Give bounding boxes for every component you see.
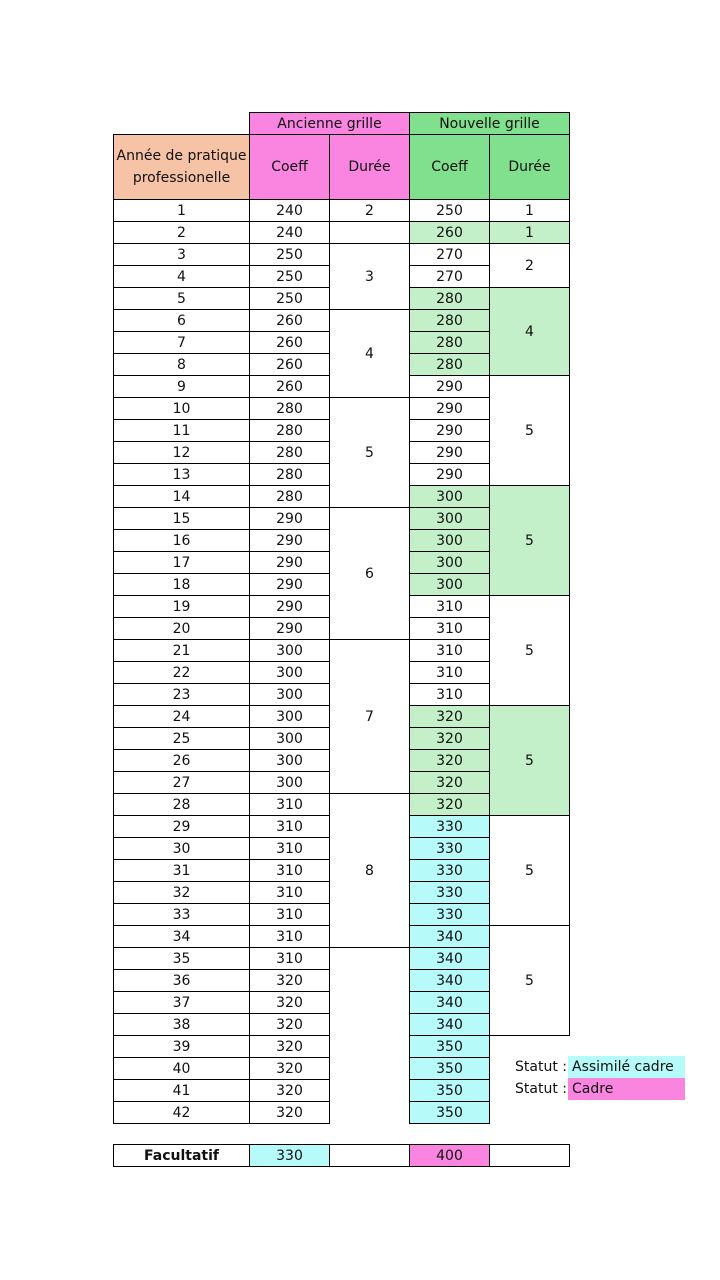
row-annee: 14 xyxy=(113,485,250,508)
row-old-coeff: 310 xyxy=(249,859,330,882)
row-new-coeff: 350 xyxy=(409,1057,490,1080)
row-old-coeff: 320 xyxy=(249,969,330,992)
row-annee: 4 xyxy=(113,265,250,288)
new-duree-cell: 5 xyxy=(489,815,570,926)
row-new-coeff: 320 xyxy=(409,705,490,728)
header-annee: Année de pratique professionelle xyxy=(113,134,250,200)
row-old-coeff: 250 xyxy=(249,243,330,266)
old-duree-cell: 5 xyxy=(329,397,410,508)
row-annee: 18 xyxy=(113,573,250,596)
old-duree-cell: 4 xyxy=(329,309,410,398)
row-old-coeff: 310 xyxy=(249,925,330,948)
row-annee: 7 xyxy=(113,331,250,354)
row-annee: 3 xyxy=(113,243,250,266)
row-annee: 17 xyxy=(113,551,250,574)
row-old-coeff: 280 xyxy=(249,419,330,442)
new-duree-cell: 5 xyxy=(489,375,570,486)
row-annee: 25 xyxy=(113,727,250,750)
row-annee: 29 xyxy=(113,815,250,838)
legend-label-assimile: Statut : xyxy=(515,1059,567,1075)
new-duree-cell: 1 xyxy=(489,199,570,222)
row-new-coeff: 320 xyxy=(409,771,490,794)
row-new-coeff: 310 xyxy=(409,595,490,618)
row-old-coeff: 320 xyxy=(249,1079,330,1102)
row-old-coeff: 320 xyxy=(249,1101,330,1124)
row-old-coeff: 310 xyxy=(249,947,330,970)
row-new-coeff: 310 xyxy=(409,639,490,662)
header-old-duree: Durée xyxy=(329,134,410,200)
row-old-coeff: 320 xyxy=(249,1057,330,1080)
header-new-coeff: Coeff xyxy=(409,134,490,200)
row-annee: 2 xyxy=(113,221,250,244)
row-old-coeff: 300 xyxy=(249,683,330,706)
row-annee: 19 xyxy=(113,595,250,618)
row-new-coeff: 270 xyxy=(409,243,490,266)
new-duree-cell: 2 xyxy=(489,243,570,288)
row-new-coeff: 280 xyxy=(409,331,490,354)
row-old-coeff: 260 xyxy=(249,375,330,398)
row-annee: 5 xyxy=(113,287,250,310)
row-new-coeff: 290 xyxy=(409,441,490,464)
row-new-coeff: 290 xyxy=(409,397,490,420)
row-new-coeff: 300 xyxy=(409,573,490,596)
row-old-coeff: 290 xyxy=(249,595,330,618)
row-old-coeff: 300 xyxy=(249,771,330,794)
row-new-coeff: 300 xyxy=(409,507,490,530)
row-new-coeff: 300 xyxy=(409,551,490,574)
old-duree-cell: 2 xyxy=(329,199,410,222)
row-new-coeff: 340 xyxy=(409,925,490,948)
facultatif-old-coeff: 330 xyxy=(249,1144,330,1167)
row-new-coeff: 350 xyxy=(409,1035,490,1058)
new-duree-cell: 5 xyxy=(489,705,570,816)
row-annee: 38 xyxy=(113,1013,250,1036)
row-annee: 21 xyxy=(113,639,250,662)
row-old-coeff: 240 xyxy=(249,221,330,244)
row-old-coeff: 300 xyxy=(249,749,330,772)
row-new-coeff: 350 xyxy=(409,1079,490,1102)
row-new-coeff: 320 xyxy=(409,793,490,816)
row-annee: 1 xyxy=(113,199,250,222)
row-old-coeff: 250 xyxy=(249,287,330,310)
row-new-coeff: 330 xyxy=(409,837,490,860)
row-new-coeff: 290 xyxy=(409,419,490,442)
row-new-coeff: 280 xyxy=(409,287,490,310)
row-annee: 16 xyxy=(113,529,250,552)
row-old-coeff: 290 xyxy=(249,573,330,596)
row-annee: 12 xyxy=(113,441,250,464)
row-old-coeff: 260 xyxy=(249,353,330,376)
header-ancienne-grille: Ancienne grille xyxy=(249,112,410,135)
row-new-coeff: 320 xyxy=(409,749,490,772)
header-old-coeff: Coeff xyxy=(249,134,330,200)
row-new-coeff: 300 xyxy=(409,485,490,508)
row-annee: 8 xyxy=(113,353,250,376)
row-new-coeff: 310 xyxy=(409,661,490,684)
row-new-coeff: 340 xyxy=(409,991,490,1014)
row-old-coeff: 320 xyxy=(249,991,330,1014)
new-duree-cell: 4 xyxy=(489,287,570,376)
row-old-coeff: 290 xyxy=(249,617,330,640)
row-annee: 13 xyxy=(113,463,250,486)
row-new-coeff: 330 xyxy=(409,859,490,882)
row-old-coeff: 280 xyxy=(249,397,330,420)
row-annee: 33 xyxy=(113,903,250,926)
old-duree-cell: 6 xyxy=(329,507,410,640)
facultatif-label: Facultatif xyxy=(113,1144,250,1167)
row-annee: 11 xyxy=(113,419,250,442)
row-old-coeff: 310 xyxy=(249,815,330,838)
row-new-coeff: 350 xyxy=(409,1101,490,1124)
row-new-coeff: 270 xyxy=(409,265,490,288)
row-old-coeff: 260 xyxy=(249,309,330,332)
facultatif-new-coeff: 400 xyxy=(409,1144,490,1167)
row-annee: 26 xyxy=(113,749,250,772)
row-annee: 24 xyxy=(113,705,250,728)
row-old-coeff: 260 xyxy=(249,331,330,354)
row-old-coeff: 320 xyxy=(249,1013,330,1036)
row-old-coeff: 250 xyxy=(249,265,330,288)
row-new-coeff: 330 xyxy=(409,903,490,926)
old-duree-cell: 8 xyxy=(329,793,410,948)
row-old-coeff: 310 xyxy=(249,837,330,860)
row-old-coeff: 310 xyxy=(249,903,330,926)
row-annee: 34 xyxy=(113,925,250,948)
header-nouvelle-grille: Nouvelle grille xyxy=(409,112,570,135)
row-new-coeff: 310 xyxy=(409,617,490,640)
row-new-coeff: 290 xyxy=(409,375,490,398)
row-new-coeff: 260 xyxy=(409,221,490,244)
row-new-coeff: 340 xyxy=(409,969,490,992)
legend-assimile-cadre: Assimilé cadre xyxy=(568,1056,685,1078)
row-new-coeff: 250 xyxy=(409,199,490,222)
row-annee: 15 xyxy=(113,507,250,530)
row-new-coeff: 290 xyxy=(409,463,490,486)
row-new-coeff: 300 xyxy=(409,529,490,552)
row-annee: 22 xyxy=(113,661,250,684)
row-old-coeff: 300 xyxy=(249,639,330,662)
row-old-coeff: 310 xyxy=(249,881,330,904)
row-annee: 37 xyxy=(113,991,250,1014)
row-annee: 32 xyxy=(113,881,250,904)
facultatif-new-duree xyxy=(489,1144,570,1167)
row-annee: 27 xyxy=(113,771,250,794)
row-old-coeff: 280 xyxy=(249,485,330,508)
row-annee: 9 xyxy=(113,375,250,398)
facultatif-old-duree xyxy=(329,1144,410,1167)
row-old-coeff: 280 xyxy=(249,441,330,464)
row-annee: 35 xyxy=(113,947,250,970)
old-duree-cell xyxy=(329,221,410,244)
new-duree-cell: 5 xyxy=(489,485,570,596)
row-new-coeff: 330 xyxy=(409,881,490,904)
row-annee: 39 xyxy=(113,1035,250,1058)
old-duree-cell: 3 xyxy=(329,243,410,310)
row-old-coeff: 290 xyxy=(249,551,330,574)
new-duree-cell: 5 xyxy=(489,595,570,706)
row-annee: 20 xyxy=(113,617,250,640)
row-old-coeff: 240 xyxy=(249,199,330,222)
row-new-coeff: 320 xyxy=(409,727,490,750)
row-annee: 36 xyxy=(113,969,250,992)
row-old-coeff: 280 xyxy=(249,463,330,486)
row-annee: 28 xyxy=(113,793,250,816)
row-old-coeff: 320 xyxy=(249,1035,330,1058)
row-annee: 23 xyxy=(113,683,250,706)
row-annee: 42 xyxy=(113,1101,250,1124)
row-new-coeff: 340 xyxy=(409,1013,490,1036)
row-annee: 30 xyxy=(113,837,250,860)
row-annee: 41 xyxy=(113,1079,250,1102)
row-annee: 31 xyxy=(113,859,250,882)
row-old-coeff: 310 xyxy=(249,793,330,816)
row-old-coeff: 290 xyxy=(249,507,330,530)
row-old-coeff: 290 xyxy=(249,529,330,552)
row-annee: 6 xyxy=(113,309,250,332)
old-duree-cell: 7 xyxy=(329,639,410,794)
row-old-coeff: 300 xyxy=(249,727,330,750)
row-annee: 10 xyxy=(113,397,250,420)
row-new-coeff: 330 xyxy=(409,815,490,838)
row-new-coeff: 310 xyxy=(409,683,490,706)
row-annee: 40 xyxy=(113,1057,250,1080)
new-duree-cell: 1 xyxy=(489,221,570,244)
legend-label-cadre: Statut : xyxy=(515,1081,567,1097)
row-new-coeff: 280 xyxy=(409,353,490,376)
header-new-duree: Durée xyxy=(489,134,570,200)
row-new-coeff: 280 xyxy=(409,309,490,332)
new-duree-cell: 5 xyxy=(489,925,570,1036)
row-old-coeff: 300 xyxy=(249,705,330,728)
row-new-coeff: 340 xyxy=(409,947,490,970)
row-old-coeff: 300 xyxy=(249,661,330,684)
legend-cadre: Cadre xyxy=(568,1078,685,1100)
